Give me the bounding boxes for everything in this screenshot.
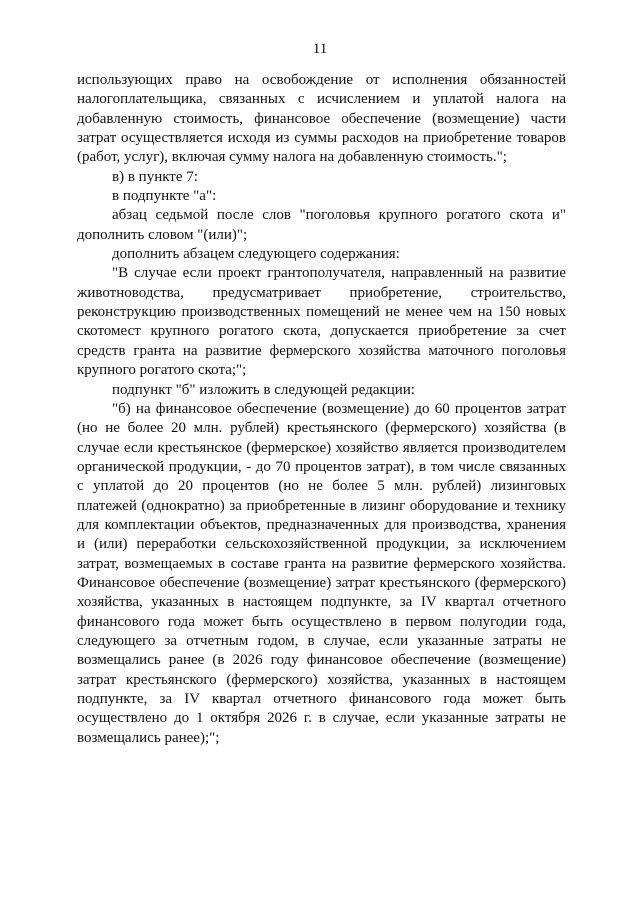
document-body — [77, 71, 566, 748]
paragraph-quote-subitem-b: "б) на финансовое обеспечение (возмещение) до 60 процентов затрат (но не более 20 млн. рублей) крестьянского (фермерского) хозяйства (в случае если крестьянское (фермерское) хозяйство является производителем органической продукции, - до 70 процентов затрат), в том числе связанных с уплатой до 20 процентов (но не более 5 млн. рублей) лизинговых платежей (однократно) за приобретенные в лизинг оборудование и технику для комплектации объектов, предназначенных для производства, хранения и (или) переработки сельскохозяйственной продукции, за исключением затрат, возмещаемых в составе гранта на развитие фермерского хозяйства. Финансовое обеспечение (возмещение) затрат крестьянского (фермерского) хозяйства, указанных в настоящем подпункте, за IV квартал отчетного финансового года может быть осуществлено в первом полугодии года, следующего за отчетным годом, в случае, если указанные затраты не возмещались ранее (в 2026 году финансовое обеспечение (возмещение) затрат крестьянского (фермерского) хозяйства, указанных в настоящем подпункте, за IV квартал отчетного финансового года может быть осуществлено до 1 октября 2026 г. в случае, если указанные затраты не возмещались ранее);"; — [77, 400, 566, 746]
paragraph-amendment-seventh: абзац седьмой после слов "поголовья крупного рогатого скота и" дополнить словом "(или)"; — [77, 207, 566, 243]
page-number: 11 — [312, 41, 328, 57]
paragraph-subitem-a: в подпункте "а": — [112, 188, 217, 205]
paragraph-continuation: использующих право на освобождение от исполнения обязанностей налогоплательщика, связанных с исчислением и уплатой налога на добавленную стоимость, финансовое обеспечение (возмещение) части затрат осуществляется исходя из суммы расходов на приобретение товаров (работ, услуг), включая сумму налога на добавленную стоимость."; — [77, 72, 566, 166]
paragraph-add-abzats: дополнить абзацем следующего содержания: — [112, 246, 400, 263]
paragraph-quote-livestock: "В случае если проект грантополучателя, направленный на развитие животноводства, предусматривает приобретение, строительство, реконструкцию производственных помещений не менее чем на 150 новых скотомест крупного рогатого скота, допускается приобретение за счет средств гранта на развитие фермерского хозяйства маточного поголовья крупного рогатого скота;"; — [77, 265, 566, 379]
paragraph-subitem-b-intro: подпункт "б" изложить в следующей редакции: — [112, 381, 415, 398]
paragraph-item-v: в) в пункте 7: — [112, 168, 198, 185]
